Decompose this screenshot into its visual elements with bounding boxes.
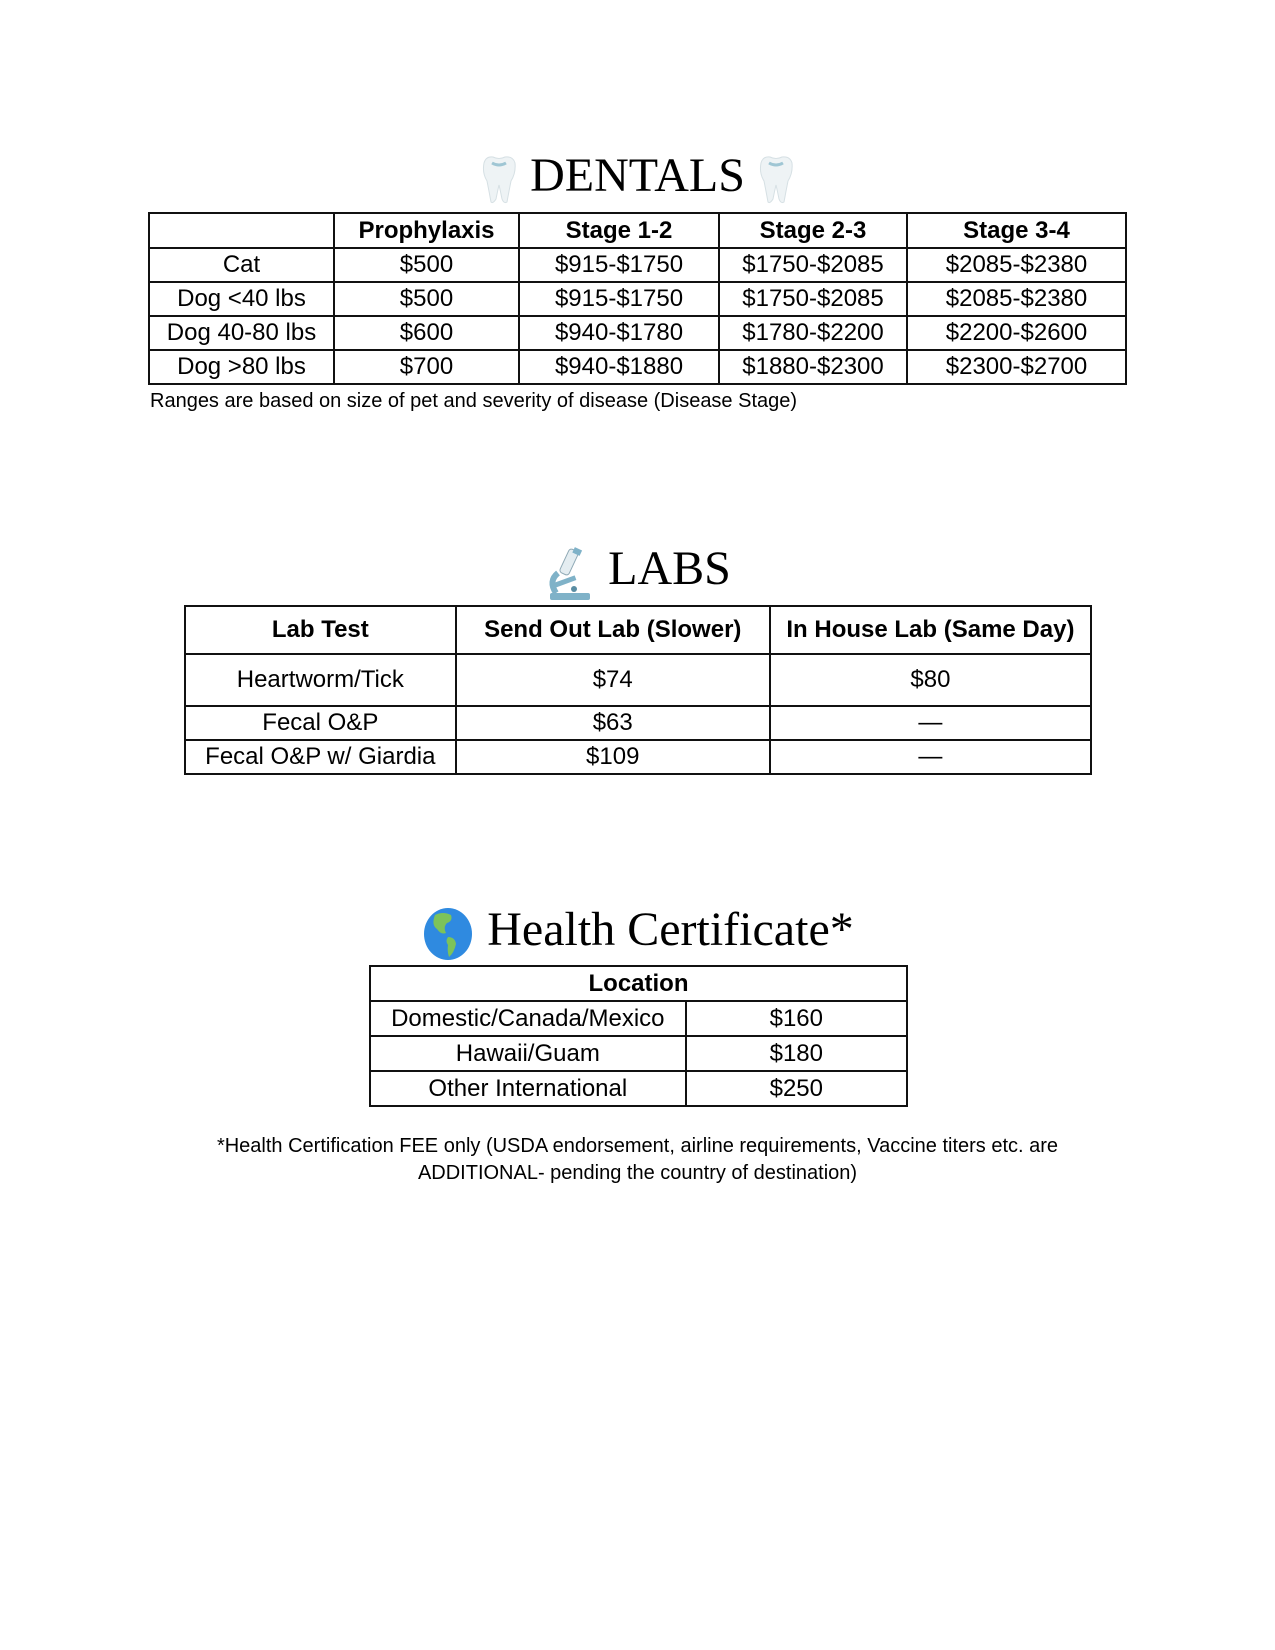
table-cell: $700: [334, 350, 519, 384]
table-cell: Cat: [149, 248, 334, 282]
table-row: [149, 248, 1126, 282]
table-row: [185, 654, 1091, 706]
table-cell: $250: [686, 1071, 907, 1106]
labs-title-row: [0, 541, 1275, 601]
column-header: In House Lab (Same Day): [770, 606, 1091, 654]
health-certificate-table: [369, 965, 908, 1107]
table-cell: $160: [686, 1001, 907, 1036]
table-cell: $500: [334, 248, 519, 282]
column-header: Prophylaxis: [334, 213, 519, 248]
table-cell: $940-$1880: [519, 350, 719, 384]
footnote-line: *Health Certification FEE only (USDA endorsement, airline requirements, Vaccine titers etc. are: [216, 1135, 1059, 1157]
table-cell: Dog <40 lbs: [149, 282, 334, 316]
table-cell: $2200-$2600: [907, 316, 1126, 350]
table-cell: $915-$1750: [519, 248, 719, 282]
tooth-icon: [480, 155, 518, 205]
table-header-row: [185, 606, 1091, 654]
table-header-row: [370, 966, 907, 1001]
table-row: [185, 706, 1091, 740]
tooth-icon: [757, 155, 795, 205]
footnote-line: ADDITIONAL- pending the country of destination): [417, 1162, 858, 1184]
table-cell: Other International: [370, 1071, 686, 1106]
table-row: [149, 282, 1126, 316]
dentals-table: [148, 212, 1127, 385]
column-header: Send Out Lab (Slower): [456, 606, 770, 654]
table-cell: $915-$1750: [519, 282, 719, 316]
table-cell: —: [770, 740, 1091, 774]
dentals-title: DENTALS: [530, 149, 745, 202]
table-cell: $2085-$2380: [907, 282, 1126, 316]
table-cell: $109: [456, 740, 770, 774]
table-cell: $1750-$2085: [719, 282, 907, 316]
table-cell: $63: [456, 706, 770, 740]
table-row: [370, 1071, 907, 1106]
table-cell: Domestic/Canada/Mexico: [370, 1001, 686, 1036]
table-cell: $2300-$2700: [907, 350, 1126, 384]
table-cell: $1880-$2300: [719, 350, 907, 384]
table-row: [149, 350, 1126, 384]
table-row: [370, 1036, 907, 1071]
table-cell: $940-$1780: [519, 316, 719, 350]
table-cell: $2085-$2380: [907, 248, 1126, 282]
table-cell: $1750-$2085: [719, 248, 907, 282]
table-cell: $74: [456, 654, 770, 706]
table-row: [149, 316, 1126, 350]
health-certificate-title-row: [0, 902, 1275, 961]
column-header: Stage 2-3: [719, 213, 907, 248]
table-header-row: [149, 213, 1126, 248]
column-header: Lab Test: [185, 606, 456, 654]
dentals-note: Ranges are based on size of pet and severity of disease (Disease Stage): [150, 390, 798, 412]
dentals-title-row: [0, 148, 1275, 205]
table-cell: —: [770, 706, 1091, 740]
microscope-icon: [544, 545, 596, 601]
table-cell: $80: [770, 654, 1091, 706]
column-header: [149, 213, 334, 248]
table-cell: Hawaii/Guam: [370, 1036, 686, 1071]
column-header: Stage 3-4: [907, 213, 1126, 248]
column-header: Location: [370, 966, 907, 1001]
table-row: [370, 1001, 907, 1036]
table-row: [185, 740, 1091, 774]
globe-americas-icon: [421, 907, 475, 961]
table-cell: Heartworm/Tick: [185, 654, 456, 706]
table-cell: $600: [334, 316, 519, 350]
health-certificate-title: Health Certificate*: [487, 903, 854, 956]
table-cell: $1780-$2200: [719, 316, 907, 350]
column-header: Stage 1-2: [519, 213, 719, 248]
table-cell: $180: [686, 1036, 907, 1071]
table-cell: Fecal O&P w/ Giardia: [185, 740, 456, 774]
table-cell: $500: [334, 282, 519, 316]
table-cell: Fecal O&P: [185, 706, 456, 740]
table-cell: Dog 40-80 lbs: [149, 316, 334, 350]
health-certificate-footnote: [0, 1133, 1275, 1187]
labs-table: [184, 605, 1092, 775]
labs-title: LABS: [608, 542, 731, 595]
table-cell: Dog >80 lbs: [149, 350, 334, 384]
